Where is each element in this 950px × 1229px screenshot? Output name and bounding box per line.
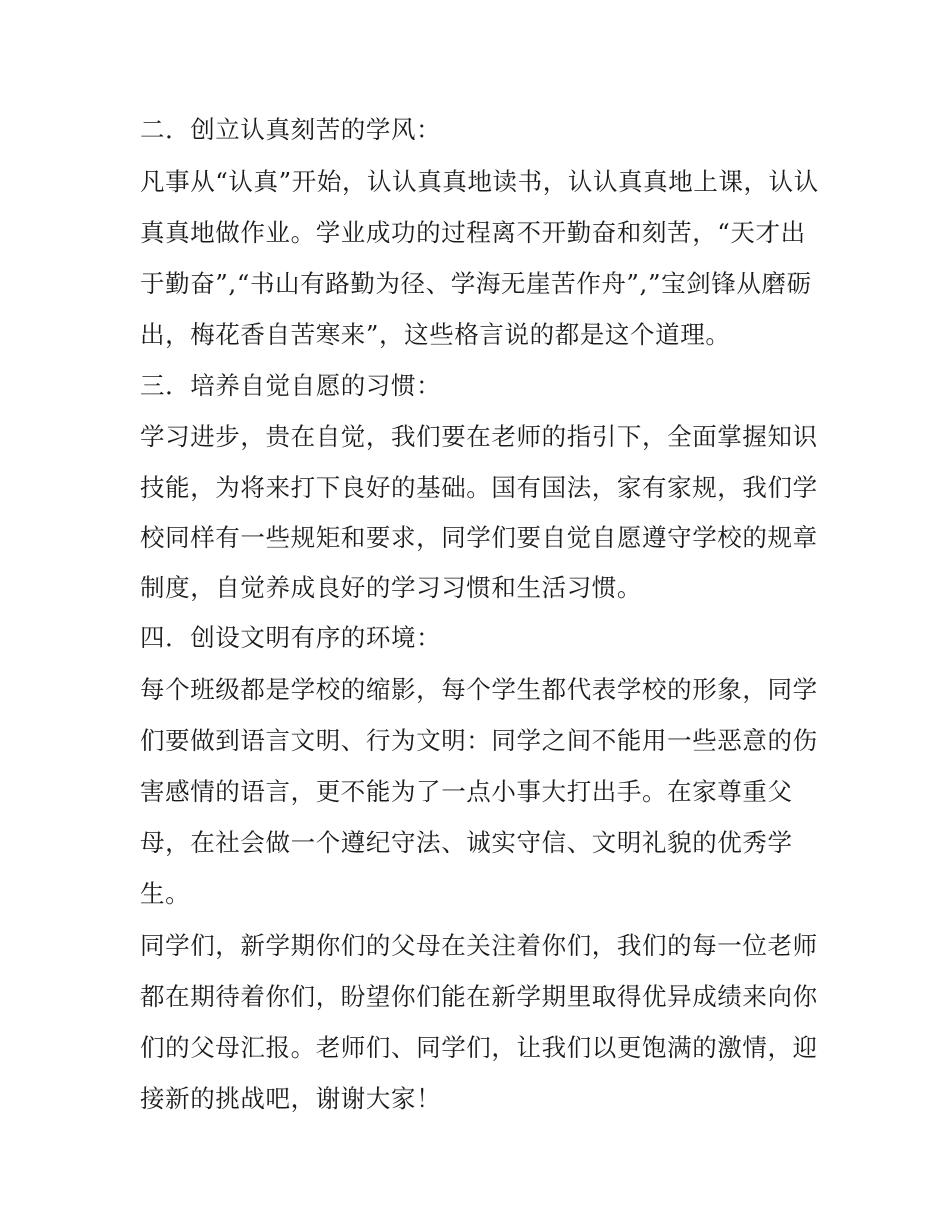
paragraph-line: 制度，自觉养成良好的学习习惯和生活习惯。 (140, 573, 642, 602)
paragraph-line: 生。 (140, 879, 191, 908)
paragraph-line: 母，在社会做一个遵纪守法、诚实守信、文明礼貌的优秀学 (140, 828, 793, 857)
paragraph-line: 学习进步，贵在自觉，我们要在老师的指引下，全面掌握知识 (140, 422, 818, 451)
paragraph-line: 出，梅花香自苦寒来”，这些格言说的都是这个道理。 (140, 320, 731, 349)
closing-line: 同学们，新学期你们的父母在关注着你们，我们的每一位老师 (140, 931, 818, 960)
paragraph-line: 凡事从“认真”开始，认认真真地读书，认认真真地上课，认认 (140, 167, 819, 196)
section-heading-2: 二．创立认真刻苦的学风： (140, 115, 442, 144)
paragraph-line: 技能，为将来打下良好的基础。国有国法，家有家规，我们学 (140, 473, 818, 502)
paragraph-line: 于勤奋”,“书山有路勤为径、学海无崖苦作舟”,”宝剑锋从磨砺 (140, 269, 812, 298)
closing-line: 们的父母汇报。老师们、同学们，让我们以更饱满的激情，迎 (140, 1033, 818, 1062)
paragraph-line: 害感情的语言，更不能为了一点小事大打出手。在家尊重父 (140, 777, 793, 806)
closing-line: 接新的挑战吧，谢谢大家！ (140, 1084, 442, 1113)
section-heading-4: 四．创设文明有序的环境： (140, 623, 442, 652)
paragraph-line: 校同样有一些规矩和要求，同学们要自觉自愿遵守学校的规章 (140, 523, 818, 552)
closing-line: 都在期待着你们，盼望你们能在新学期里取得优异成绩来向你 (140, 982, 818, 1011)
paragraph-line: 真真地做作业。学业成功的过程离不开勤奋和刻苦，“天才出 (140, 218, 806, 247)
paragraph-line: 们要做到语言文明、行为文明：同学之间不能用一些恶意的伤 (140, 726, 818, 755)
section-heading-3: 三．培养自觉自愿的习惯： (140, 371, 442, 400)
paragraph-line: 每个班级都是学校的缩影，每个学生都代表学校的形象，同学 (140, 675, 818, 704)
